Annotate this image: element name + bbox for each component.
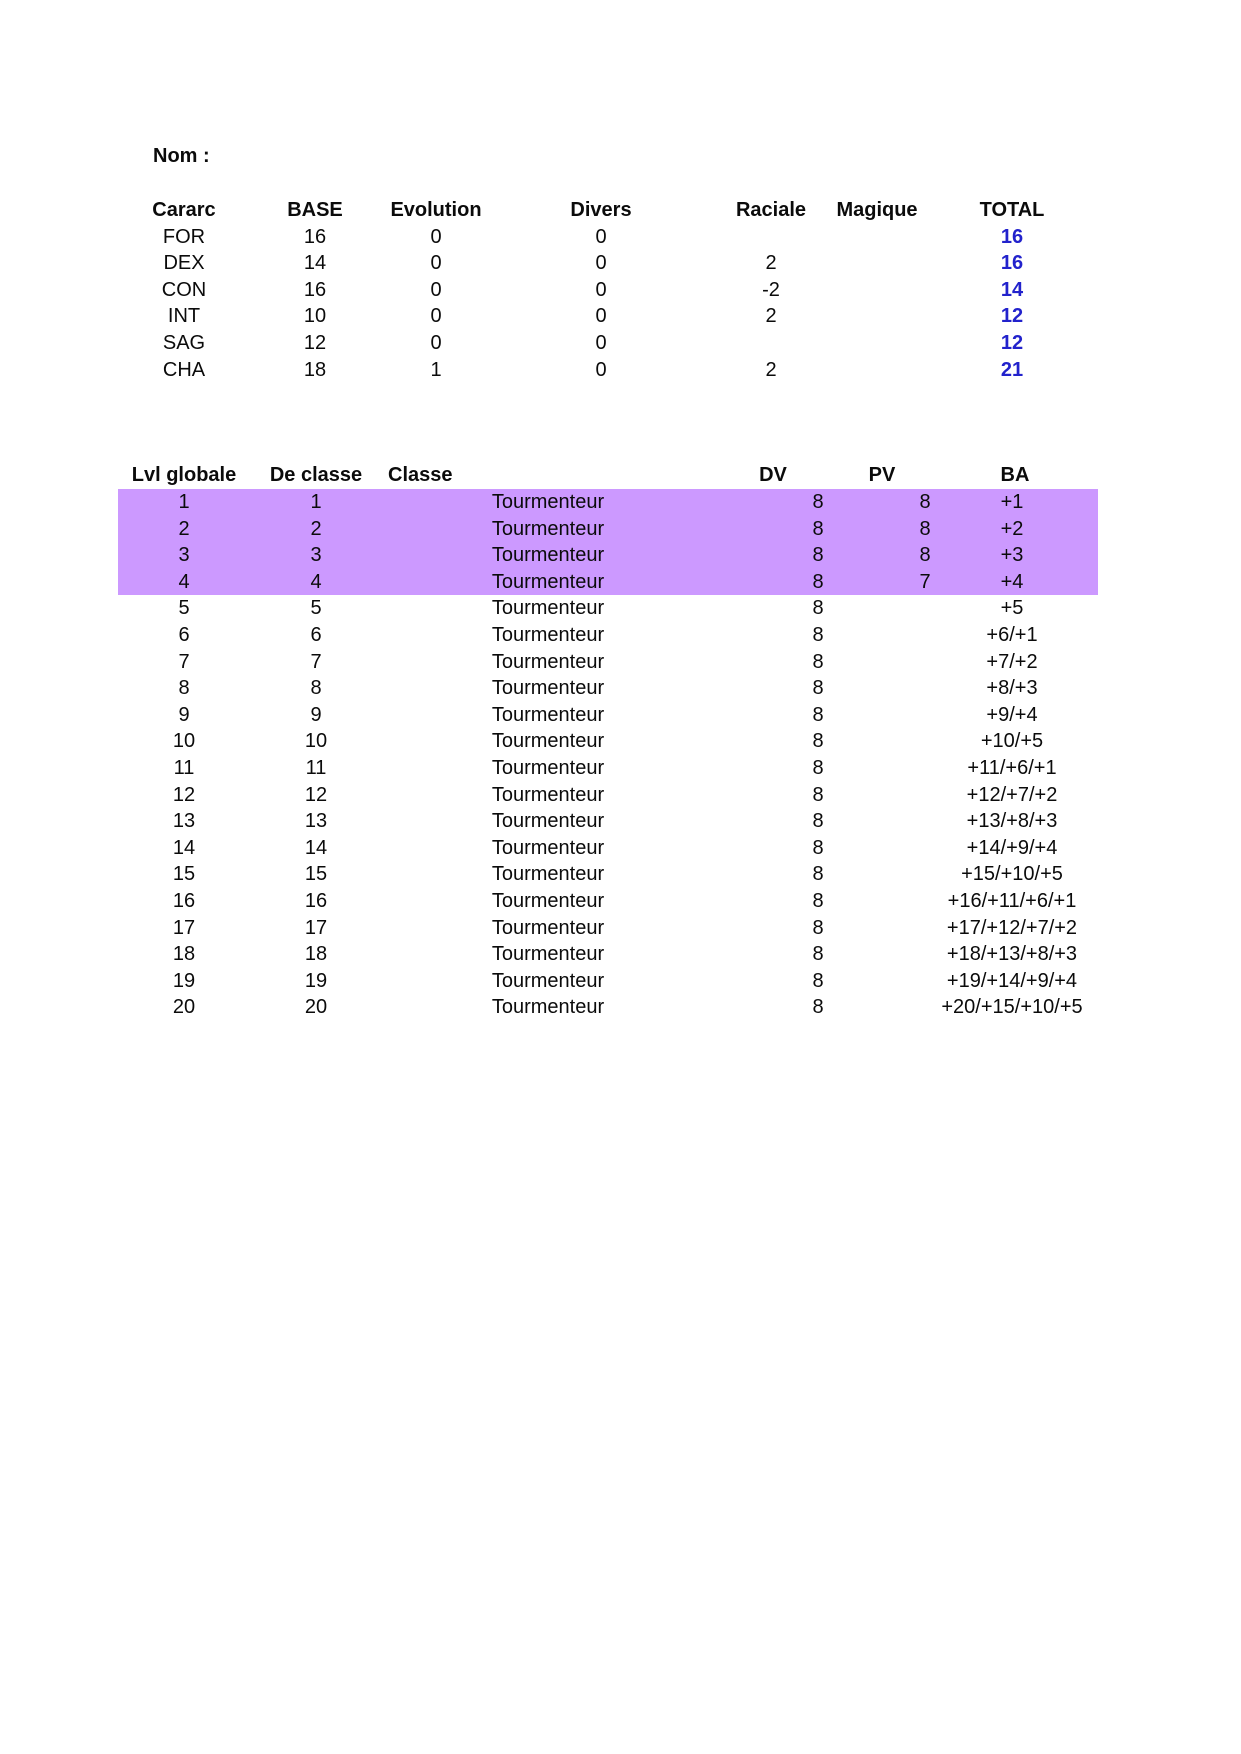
stat-evolution-value: 0 [430, 331, 442, 354]
ba-value: +4 [1000, 570, 1024, 593]
stats-header-base: BASE [287, 199, 343, 221]
dv-value: 8 [812, 810, 824, 833]
class-name-value: Tourmenteur [491, 836, 605, 859]
stat-magique-value [803, 303, 951, 330]
class-name-value: Tourmenteur [491, 783, 605, 806]
dv-value: 8 [812, 491, 824, 513]
stats-table [110, 197, 1120, 383]
level-row [118, 702, 1098, 729]
dv-value: 8 [812, 677, 824, 700]
level-de-classe-value: 19 [304, 969, 328, 992]
levels-table [118, 462, 1098, 1021]
stats-header-cararc: Cararc [152, 199, 216, 221]
class-name-value: Tourmenteur [491, 650, 605, 673]
class-name-value: Tourmenteur [491, 623, 605, 646]
class-name-value: Tourmenteur [491, 544, 605, 567]
stat-divers-value: 0 [595, 358, 607, 381]
stat-divers-value: 0 [595, 225, 607, 248]
level-row [118, 489, 1098, 516]
level-row [118, 755, 1098, 782]
ba-value: +1 [1000, 491, 1024, 513]
stats-row [110, 277, 1120, 304]
level-row [118, 675, 1098, 702]
ba-value: +8/+3 [986, 677, 1038, 700]
stat-carac-label: CON [161, 278, 207, 301]
stat-divers-value: 0 [595, 252, 607, 275]
level-de-classe-value: 17 [304, 916, 328, 939]
pv-value: 8 [919, 544, 931, 567]
dv-value: 8 [812, 969, 824, 992]
level-global-value: 4 [178, 570, 190, 593]
dv-value: 8 [812, 836, 824, 859]
dv-value: 8 [812, 916, 824, 939]
level-global-value: 19 [172, 969, 196, 992]
stats-row [110, 357, 1120, 384]
dv-value: 8 [812, 650, 824, 673]
stat-total-value: 16 [1000, 225, 1024, 248]
level-row [118, 569, 1098, 596]
class-name-value: Tourmenteur [491, 969, 605, 992]
ba-value: +20/+15/+10/+5 [941, 996, 1083, 1019]
dv-value: 8 [812, 783, 824, 806]
level-row [118, 622, 1098, 649]
dv-value: 8 [812, 623, 824, 646]
class-name-value: Tourmenteur [491, 570, 605, 593]
stats-row [110, 224, 1120, 251]
stat-magique-value [803, 330, 951, 357]
ba-value: +18/+13/+8/+3 [946, 943, 1078, 966]
name-label: Nom : [153, 145, 210, 167]
level-row [118, 782, 1098, 809]
stat-evolution-value: 0 [430, 305, 442, 328]
ba-value: +13/+8/+3 [966, 810, 1058, 833]
class-name-value: Tourmenteur [491, 677, 605, 700]
level-global-value: 20 [172, 996, 196, 1019]
level-global-value: 13 [172, 810, 196, 833]
level-global-value: 7 [178, 650, 190, 673]
stat-base-value: 16 [303, 278, 327, 301]
level-row [118, 728, 1098, 755]
stat-carac-label: CHA [162, 358, 206, 381]
level-de-classe-value: 16 [304, 889, 328, 912]
stats-row [110, 330, 1120, 357]
dv-value: 8 [812, 517, 824, 540]
class-name-value: Tourmenteur [491, 996, 605, 1019]
class-name-value: Tourmenteur [491, 597, 605, 620]
stat-carac-label: FOR [162, 225, 206, 248]
stats-header-magique: Magique [836, 199, 918, 221]
stat-magique-value [803, 224, 951, 251]
class-name-value: Tourmenteur [491, 889, 605, 912]
dv-value: 8 [812, 943, 824, 966]
stat-carac-label: INT [167, 305, 201, 328]
ba-value: +7/+2 [986, 650, 1038, 673]
class-name-value: Tourmenteur [491, 863, 605, 886]
levels-header-ba: BA [1000, 464, 1030, 486]
dv-value: 8 [812, 597, 824, 620]
level-row [118, 888, 1098, 915]
stat-divers-value: 0 [595, 305, 607, 328]
level-de-classe-value: 13 [304, 810, 328, 833]
ba-value: +17/+12/+7/+2 [946, 916, 1078, 939]
ba-value: +5 [1000, 597, 1024, 620]
level-de-classe-value: 20 [304, 996, 328, 1019]
stat-total-value: 21 [1000, 358, 1024, 381]
level-global-value: 14 [172, 836, 196, 859]
stat-base-value: 18 [303, 358, 327, 381]
ba-value: +15/+10/+5 [961, 863, 1063, 886]
level-row [118, 542, 1098, 569]
ba-value: +10/+5 [980, 730, 1044, 753]
ba-value: +19/+14/+9/+4 [946, 969, 1078, 992]
stat-raciale-value: -2 [762, 278, 780, 301]
level-global-value: 11 [173, 756, 195, 779]
level-row [118, 835, 1098, 862]
level-global-value: 10 [172, 730, 196, 753]
stat-divers-value: 0 [595, 278, 607, 301]
level-row [118, 595, 1098, 622]
stats-header-raciale: Raciale [735, 199, 807, 221]
dv-value: 8 [812, 863, 824, 886]
pv-value: 8 [919, 491, 931, 513]
level-de-classe-value: 18 [304, 943, 328, 966]
level-de-classe-value: 9 [310, 703, 322, 726]
dv-value: 8 [812, 756, 824, 779]
levels-header-row [118, 462, 1098, 489]
level-global-value: 2 [178, 517, 190, 540]
level-row [118, 915, 1098, 942]
ba-value: +9/+4 [986, 703, 1038, 726]
ba-value: +3 [1000, 544, 1024, 567]
dv-value: 8 [812, 889, 824, 912]
level-de-classe-value: 8 [310, 677, 322, 700]
levels-header-de-classe: De classe [269, 464, 363, 486]
level-global-value: 15 [172, 863, 196, 886]
stats-header-divers: Divers [570, 199, 632, 221]
stat-divers-value: 0 [595, 331, 607, 354]
level-de-classe-value: 12 [304, 783, 328, 806]
level-row [118, 649, 1098, 676]
stat-evolution-value: 0 [430, 252, 442, 275]
dv-value: 8 [812, 570, 824, 593]
dv-value: 8 [812, 544, 824, 567]
level-global-value: 12 [172, 783, 196, 806]
stat-total-value: 12 [1000, 305, 1024, 328]
level-de-classe-value: 4 [310, 570, 322, 593]
stat-raciale-value: 2 [765, 252, 777, 275]
stat-raciale-value: 2 [765, 305, 777, 328]
level-de-classe-value: 6 [310, 623, 322, 646]
level-de-classe-value: 11 [305, 756, 327, 779]
ba-value: +2 [1000, 517, 1024, 540]
level-de-classe-value: 5 [310, 597, 322, 620]
pv-value: 8 [919, 517, 931, 540]
level-global-value: 18 [172, 943, 196, 966]
level-global-value: 8 [178, 677, 190, 700]
ba-value: +16/+11/+6/+1 [947, 889, 1077, 912]
stat-evolution-value: 0 [430, 225, 442, 248]
level-de-classe-value: 2 [310, 517, 322, 540]
dv-value: 8 [812, 730, 824, 753]
level-global-value: 16 [172, 889, 196, 912]
stat-base-value: 14 [303, 252, 327, 275]
stat-total-value: 12 [1000, 331, 1024, 354]
stat-base-value: 12 [303, 331, 327, 354]
stat-carac-label: DEX [163, 252, 205, 275]
class-name-value: Tourmenteur [491, 730, 605, 753]
level-row [118, 941, 1098, 968]
level-row [118, 994, 1098, 1021]
class-name-value: Tourmenteur [491, 943, 605, 966]
class-name-value: Tourmenteur [491, 517, 605, 540]
stats-header-evolution: Evolution [390, 199, 482, 221]
stat-total-value: 14 [1000, 278, 1024, 301]
level-de-classe-value: 10 [304, 730, 328, 753]
stat-magique-value [803, 357, 951, 384]
class-name-value: Tourmenteur [491, 916, 605, 939]
levels-header-dv: DV [759, 464, 787, 486]
level-global-value: 3 [178, 544, 190, 567]
levels-rows [118, 489, 1098, 1021]
levels-header-lvl-globale: Lvl globale [131, 464, 237, 486]
level-row [118, 968, 1098, 995]
stats-row [110, 303, 1120, 330]
stat-raciale-value: 2 [765, 358, 777, 381]
class-name-value: Tourmenteur [491, 810, 605, 833]
level-global-value: 1 [178, 491, 190, 513]
level-global-value: 6 [178, 623, 190, 646]
level-de-classe-value: 1 [310, 491, 322, 513]
pv-value: 7 [919, 570, 931, 593]
level-de-classe-value: 7 [310, 650, 322, 673]
stat-magique-value [803, 250, 951, 277]
ba-value: +11/+6/+1 [967, 756, 1057, 779]
stats-header-total: TOTAL [979, 199, 1045, 221]
level-global-value: 5 [178, 597, 190, 620]
ba-value: +14/+9/+4 [966, 836, 1058, 859]
class-name-value: Tourmenteur [491, 491, 605, 513]
stat-total-value: 16 [1000, 252, 1024, 275]
stat-base-value: 10 [303, 305, 327, 328]
dv-value: 8 [812, 996, 824, 1019]
level-de-classe-value: 3 [310, 544, 322, 567]
level-row [118, 516, 1098, 543]
stat-carac-label: SAG [162, 331, 206, 354]
dv-value: 8 [812, 703, 824, 726]
class-name-value: Tourmenteur [491, 703, 605, 726]
stat-magique-value [803, 277, 951, 304]
ba-value: +12/+7/+2 [966, 783, 1058, 806]
level-global-value: 17 [172, 916, 196, 939]
level-row [118, 861, 1098, 888]
level-de-classe-value: 14 [304, 836, 328, 859]
class-name-value: Tourmenteur [491, 756, 605, 779]
stat-base-value: 16 [303, 225, 327, 248]
stat-evolution-value: 0 [430, 278, 442, 301]
level-de-classe-value: 15 [304, 863, 328, 886]
ba-value: +6/+1 [986, 623, 1038, 646]
stats-rows [110, 224, 1120, 384]
stat-evolution-value: 1 [430, 358, 442, 381]
level-global-value: 9 [178, 703, 190, 726]
levels-header-pv: PV [868, 464, 896, 486]
stats-header-row [110, 197, 1120, 224]
levels-header-classe: Classe [388, 464, 453, 486]
level-row [118, 808, 1098, 835]
stats-row [110, 250, 1120, 277]
